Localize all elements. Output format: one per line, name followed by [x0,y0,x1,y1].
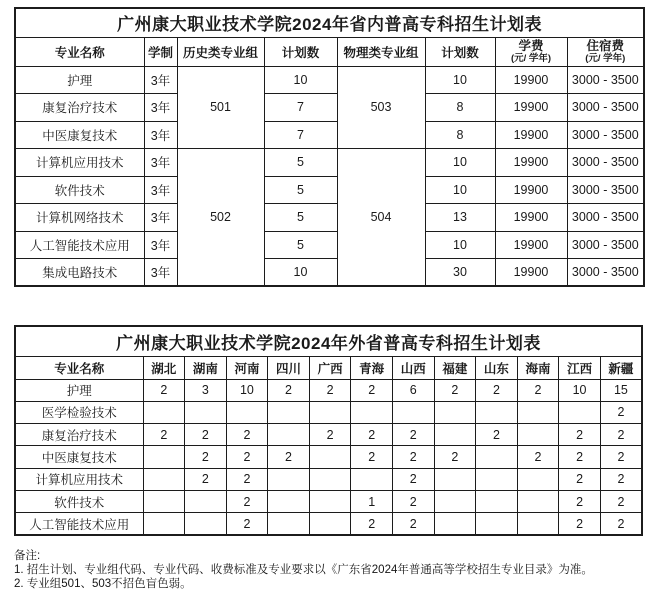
duration-cell: 3年 [144,231,177,259]
province-plan-count-cell: 2 [351,379,393,401]
major-name-cell: 医学检验技术 [15,401,143,423]
header-province: 福建 [434,356,476,379]
province-plan-count-cell: 2 [559,446,601,468]
notes-block [14,549,644,591]
accommodation-cell: 3000 - 3500 [567,204,644,232]
province-plan-count-cell: 2 [517,379,559,401]
province-plan-count-cell [517,490,559,512]
province-plan-count-cell: 3 [185,379,227,401]
province-plan-count-cell [185,401,227,423]
header-province: 海南 [517,356,559,379]
tuition-cell: 19900 [495,259,567,287]
province-plan-count-cell: 2 [392,468,434,490]
in-province-table-title: 广州康大职业技术学院2024年省内普高专科招生计划表 [15,8,644,37]
province-plan-count-cell [309,513,351,535]
header-province: 湖北 [143,356,185,379]
major-name-cell: 软件技术 [15,490,143,512]
table-row [15,513,642,535]
header-accommodation [567,37,644,66]
header-accommodation-label: 住宿费 [586,39,625,53]
province-plan-count-cell [476,490,518,512]
province-plan-count-cell: 2 [309,424,351,446]
tuition-cell: 19900 [495,231,567,259]
header-province: 江西 [559,356,601,379]
province-plan-count-cell: 2 [392,490,434,512]
header-province: 山东 [476,356,518,379]
header-major-name: 专业名称 [15,356,143,379]
table-row [15,176,644,204]
province-plan-count-cell [434,468,476,490]
accommodation-cell: 3000 - 3500 [567,231,644,259]
table-row [15,149,644,177]
province-plan-count-cell [351,401,393,423]
history-plan-count-cell: 10 [264,259,337,287]
province-plan-count-cell: 15 [600,379,642,401]
province-plan-count-cell: 2 [559,424,601,446]
history-plan-count-cell: 5 [264,204,337,232]
header-physics-plan-count: 计划数 [425,37,495,66]
province-plan-count-cell: 2 [392,446,434,468]
major-name-cell: 护理 [15,66,144,94]
province-plan-count-cell: 2 [185,468,227,490]
province-plan-count-cell: 10 [559,379,601,401]
province-plan-count-cell: 2 [226,424,268,446]
province-plan-count-cell [476,468,518,490]
province-plan-count-cell [517,424,559,446]
table-row [15,401,642,423]
province-plan-count-cell: 2 [434,379,476,401]
duration-cell: 3年 [144,204,177,232]
physics-plan-count-cell: 10 [425,176,495,204]
table-title-row [15,8,644,37]
province-plan-count-cell [517,513,559,535]
tuition-cell: 19900 [495,149,567,177]
accommodation-cell: 3000 - 3500 [567,66,644,94]
accommodation-cell: 3000 - 3500 [567,176,644,204]
physics-group-code-cell: 504 [337,149,425,287]
header-duration: 学制 [144,37,177,66]
province-plan-count-cell [143,468,185,490]
header-province: 新疆 [600,356,642,379]
accommodation-cell: 3000 - 3500 [567,259,644,287]
table-header-row [15,37,644,66]
province-plan-count-cell [309,401,351,423]
major-name-cell: 康复治疗技术 [15,94,144,122]
notes-label: 备注: [14,550,41,562]
header-tuition [495,37,567,66]
history-plan-count-cell: 5 [264,176,337,204]
province-plan-count-cell: 2 [143,379,185,401]
header-province: 山西 [392,356,434,379]
province-plan-count-cell [143,490,185,512]
physics-plan-count-cell: 10 [425,149,495,177]
header-history-group: 历史类专业组 [177,37,264,66]
physics-plan-count-cell: 10 [425,231,495,259]
province-plan-count-cell: 2 [268,446,310,468]
major-name-cell: 中医康复技术 [15,121,144,149]
history-group-code-cell: 501 [177,66,264,149]
note-item-2: 2. 专业组501、503不招色盲色弱。 [14,578,192,590]
out-of-province-plan-table [14,325,643,536]
header-province: 青海 [351,356,393,379]
province-plan-count-cell: 2 [600,490,642,512]
major-name-cell: 软件技术 [15,176,144,204]
province-plan-count-cell [517,468,559,490]
header-tuition-label: 学费 [518,39,544,53]
history-group-code-cell: 502 [177,149,264,287]
province-plan-count-cell: 2 [351,424,393,446]
tuition-cell: 19900 [495,121,567,149]
history-plan-count-cell: 5 [264,231,337,259]
province-plan-count-cell [268,513,310,535]
province-plan-count-cell [517,401,559,423]
province-plan-count-cell: 2 [392,424,434,446]
province-plan-count-cell [185,490,227,512]
province-plan-count-cell: 6 [392,379,434,401]
table-header-row [15,356,642,379]
province-plan-count-cell: 2 [600,513,642,535]
province-plan-count-cell [268,424,310,446]
province-plan-count-cell [268,468,310,490]
major-name-cell: 康复治疗技术 [15,424,143,446]
province-plan-count-cell [143,401,185,423]
accommodation-cell: 3000 - 3500 [567,94,644,122]
duration-cell: 3年 [144,121,177,149]
province-plan-count-cell: 2 [185,424,227,446]
province-plan-count-cell: 2 [268,379,310,401]
tuition-cell: 19900 [495,204,567,232]
physics-plan-count-cell: 30 [425,259,495,287]
province-plan-count-cell [226,401,268,423]
province-plan-count-cell [476,446,518,468]
province-plan-count-cell [434,490,476,512]
header-history-plan-count: 计划数 [264,37,337,66]
duration-cell: 3年 [144,149,177,177]
table-row [15,490,642,512]
header-province: 四川 [268,356,310,379]
duration-cell: 3年 [144,94,177,122]
province-plan-count-cell [476,401,518,423]
table-row [15,379,642,401]
province-plan-count-cell [185,513,227,535]
table-row [15,121,644,149]
history-plan-count-cell: 5 [264,149,337,177]
header-province: 河南 [226,356,268,379]
province-plan-count-cell [143,513,185,535]
province-plan-count-cell [392,401,434,423]
duration-cell: 3年 [144,176,177,204]
province-plan-count-cell: 2 [600,468,642,490]
accommodation-cell: 3000 - 3500 [567,121,644,149]
header-physics-group: 物理类专业组 [337,37,425,66]
table-row [15,259,644,287]
province-plan-count-cell [434,401,476,423]
province-plan-count-cell [268,401,310,423]
history-plan-count-cell: 7 [264,121,337,149]
accommodation-cell: 3000 - 3500 [567,149,644,177]
major-name-cell: 计算机网络技术 [15,204,144,232]
table-row [15,446,642,468]
province-plan-count-cell [309,446,351,468]
province-plan-count-cell [309,490,351,512]
physics-plan-count-cell: 13 [425,204,495,232]
province-plan-count-cell: 2 [517,446,559,468]
table-row [15,231,644,259]
province-plan-count-cell [476,513,518,535]
physics-plan-count-cell: 8 [425,121,495,149]
major-name-cell: 集成电路技术 [15,259,144,287]
province-plan-count-cell: 2 [559,468,601,490]
province-plan-count-cell: 1 [351,490,393,512]
province-plan-count-cell: 10 [226,379,268,401]
province-plan-count-cell: 2 [309,379,351,401]
province-plan-count-cell: 2 [351,446,393,468]
province-plan-count-cell: 2 [392,513,434,535]
province-plan-count-cell: 2 [226,513,268,535]
province-plan-count-cell: 2 [600,401,642,423]
header-major-name: 专业名称 [15,37,144,66]
province-plan-count-cell: 2 [600,446,642,468]
major-name-cell: 计算机应用技术 [15,149,144,177]
province-plan-count-cell: 2 [476,379,518,401]
province-plan-count-cell: 2 [226,490,268,512]
table-row [15,424,642,446]
header-province: 湖南 [185,356,227,379]
out-of-province-table-title: 广州康大职业技术学院2024年外省普高专科招生计划表 [15,326,642,356]
physics-group-code-cell: 503 [337,66,425,149]
major-name-cell: 人工智能技术应用 [15,513,143,535]
province-plan-count-cell [351,468,393,490]
note-item-1: 1. 招生计划、专业组代码、专业代码、收费标准及专业要求以《广东省2024年普通高等学校招生专业目录》为准。 [14,564,593,576]
province-plan-count-cell [143,446,185,468]
province-plan-count-cell [309,468,351,490]
province-plan-count-cell: 2 [143,424,185,446]
major-name-cell: 计算机应用技术 [15,468,143,490]
duration-cell: 3年 [144,66,177,94]
province-plan-count-cell: 2 [476,424,518,446]
major-name-cell: 护理 [15,379,143,401]
major-name-cell: 中医康复技术 [15,446,143,468]
province-plan-count-cell [434,424,476,446]
province-plan-count-cell: 2 [600,424,642,446]
header-province: 广西 [309,356,351,379]
province-plan-count-cell: 2 [185,446,227,468]
physics-plan-count-cell: 10 [425,66,495,94]
tuition-cell: 19900 [495,66,567,94]
table-row [15,468,642,490]
duration-cell: 3年 [144,259,177,287]
in-province-plan-table [14,7,645,287]
province-plan-count-cell [268,490,310,512]
major-name-cell: 人工智能技术应用 [15,231,144,259]
province-plan-count-cell: 2 [226,446,268,468]
province-plan-count-cell [434,513,476,535]
header-tuition-unit: (元/ 学年) [510,53,552,64]
table-row [15,204,644,232]
history-plan-count-cell: 7 [264,94,337,122]
province-plan-count-cell: 2 [351,513,393,535]
table-row [15,66,644,94]
header-accommodation-unit: (元/ 学年) [585,53,626,64]
province-plan-count-cell: 2 [226,468,268,490]
province-plan-count-cell [559,401,601,423]
tuition-cell: 19900 [495,94,567,122]
province-plan-count-cell: 2 [434,446,476,468]
physics-plan-count-cell: 8 [425,94,495,122]
table-title-row [15,326,642,356]
table-row [15,94,644,122]
province-plan-count-cell: 2 [559,490,601,512]
province-plan-count-cell: 2 [559,513,601,535]
tuition-cell: 19900 [495,176,567,204]
history-plan-count-cell: 10 [264,66,337,94]
